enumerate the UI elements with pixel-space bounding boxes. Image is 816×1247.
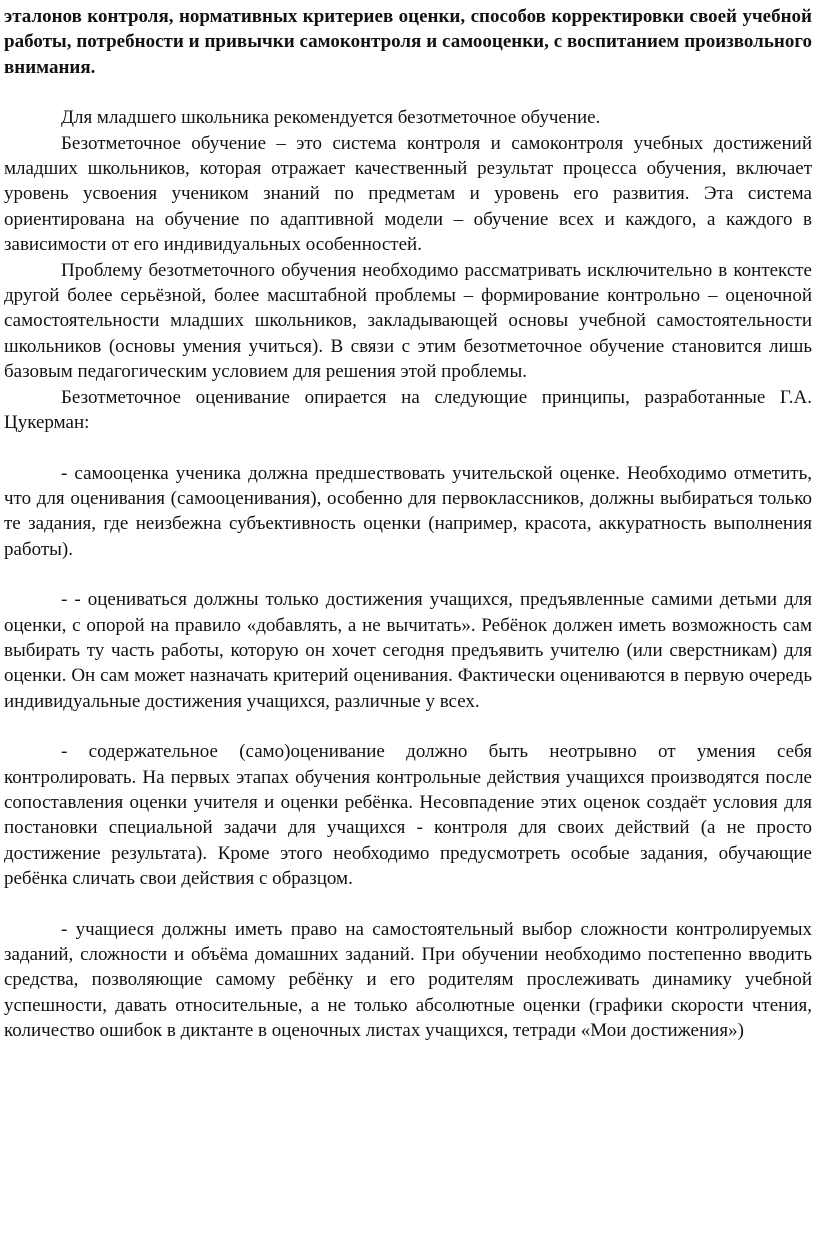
- principle-achievements: - - оцениваться должны только достижения учащихся, предъявленные самими детьми для оценки, с опорой на правило «добавлять, а не вычитать». Ребёнок должен иметь возможность сам выбирать ту часть работы, которую он хочет сегодня предъявить учителю (или сверстникам) для оценки. Он сам может назначать критерий оценивания. Фактически оцениваются в первую очередь индивидуальные достижения учащихся, различные у всех.: [4, 589, 812, 712]
- paragraph-principles-intro: Безотметочное оценивание опирается на следующие принципы, разработанные Г.А. Цукерман:: [4, 386, 812, 434]
- principle-self-control: - содержательное (само)оценивание должно быть неотрывно от умения себя контролировать. На первых этапах обучения контрольные действия учащихся производятся после сопоставления оценки учителя и оценки ребёнка. Несовпадение этих оценок создаёт условия для постановки специальной задачи для учащихся - контроля для своих действий (а не просто достижение результата). Кроме этого необходимо предусмотреть особые задания, обучающие ребёнка сличать свои действия с образцом.: [4, 741, 812, 890]
- paragraph-definition: Безотметочное обучение – это система контроля и самоконтроля учебных достижений младших школьников, которая отражает качественный результат процесса обучения, включает уровень усвоения учеником знаний по предметам и уровень его развития. Эта система ориентирована на обучение по адаптивной модели – обучение всех и каждого, а каждого в зависимости от его индивидуальных особенностей.: [4, 132, 812, 256]
- intro-bold-text: эталонов контроля, нормативных критериев оценки, способов корректировки своей учебной работы, потребности и привычки самоконтроля и самооценки, с воспитанием произвольного внимания.: [4, 6, 812, 78]
- paragraph-problem: Проблему безотметочного обучения необходимо рассматривать исключительно в контексте другой более серьёзной, более масштабной проблемы – формирование контрольно – оценочной самостоятельности младших школьников, закладывающей основы учебной самостоятельности школьников (основы умения учиться). В связи с этим безотметочное обучение становится лишь базовым педагогическим условием для решения этой проблемы.: [4, 259, 812, 383]
- principle-self-assessment: - самооценка ученика должна предшествовать учительской оценке. Необходимо отметить, что для оценивания (самооценивания), особенно для первоклассников, должны выбираться только те задания, где неизбежна субъективность оценки (например, красота, аккуратность выполнения работы).: [4, 462, 812, 560]
- paragraph-recommendation: Для младшего школьника рекомендуется безотметочное обучение.: [61, 107, 601, 129]
- principle-choice: - учащиеся должны иметь право на самостоятельный выбор сложности контролируемых заданий, сложности и объёма домашних заданий. При обучении необходимо постепенно вводить средства, позволяющие самому ребёнку и его родителям прослеживать динамику учебной успешности, давать относительные, а не только абсолютные оценки (графики скорости чтения, количество ошибок в диктанте в оценочных листах учащихся, тетради «Мои достижения»): [4, 918, 812, 1042]
